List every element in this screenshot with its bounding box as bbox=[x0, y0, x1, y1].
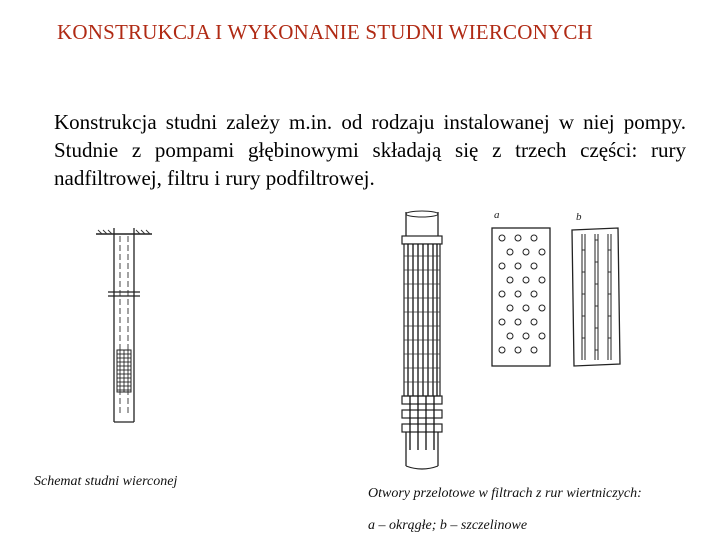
filter-assembly-figure bbox=[396, 210, 450, 472]
slotted-holes-filter-figure bbox=[566, 226, 626, 368]
well-schematic-caption: Schemat studni wierconej bbox=[34, 474, 178, 489]
round-holes-filter-figure bbox=[488, 222, 554, 372]
body-paragraph: Konstrukcja studni zależy m.in. od rodzaju instalowanej w niej pompy. Studnie z pompami głębinowymi składają się z trzech części: rury nadfiltrowej, filtru i rury podfiltrowej. bbox=[54, 110, 686, 190]
slide-title: KONSTRUKCJA I WYKONANIE STUDNI WIERCONYCH bbox=[57, 20, 593, 44]
filter-holes-legend: a – okrągłe; b – szczelinowe bbox=[368, 518, 528, 533]
well-schematic-figure bbox=[90, 226, 160, 426]
label-a: a bbox=[494, 209, 500, 221]
label-b: b bbox=[576, 211, 582, 223]
filter-holes-caption: Otwory przelotowe w filtrach z rur wiertniczych: bbox=[368, 486, 642, 501]
